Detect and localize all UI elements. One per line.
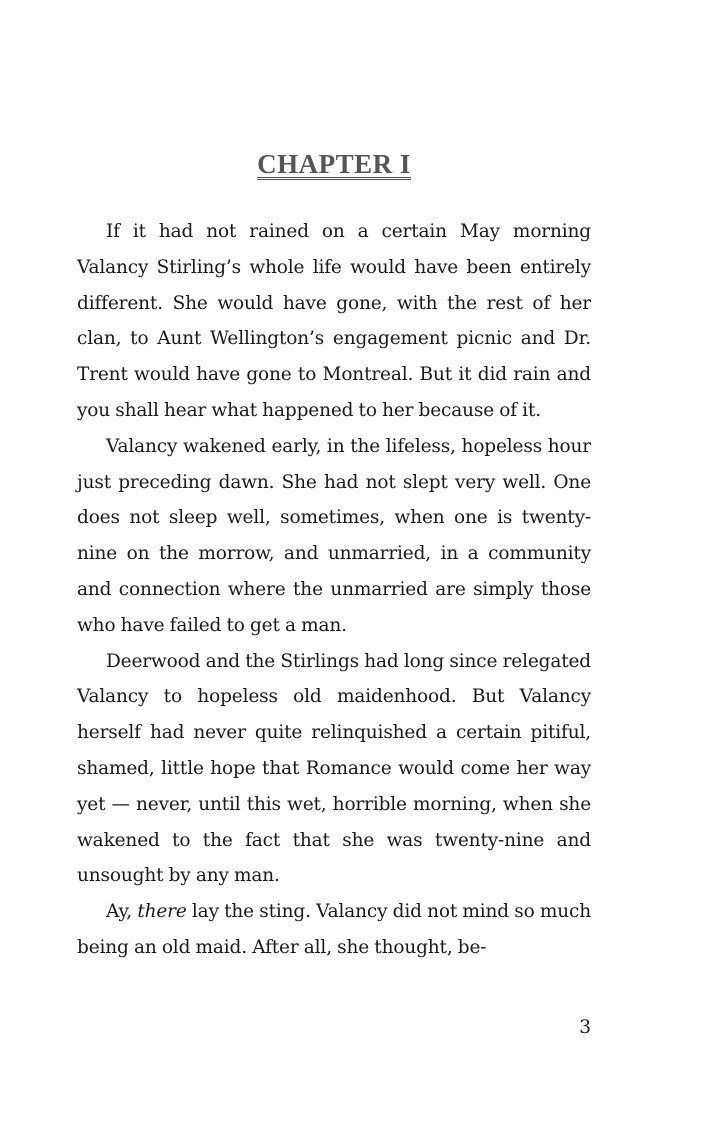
chapter-title-text: CHAPTER I [257,149,411,179]
paragraph-1: If it had not rained on a certain May morning Valancy Stirling’s whole life would have been entirely different. She would have gone, with the rest of her clan, to Aunt Wellington’s engagement picnic and Dr. Trent would have gone to Montreal. But it did rain and you shall hear what happened to her because of it. [77,221,591,421]
book-page [77,0,591,1123]
emphasized-word: there [137,901,187,923]
chapter-body [77,214,591,966]
paragraph-2: Valancy wakened early, in the lifeless, hopeless hour just preceding dawn. She had not slept very well. One does not sleep well, sometimes, when one is twenty-nine on the morrow, and unmarried, in a community and connection where the unmarried are simply those who have failed to get a man. [77,435,591,636]
page-number: 3 [579,1017,591,1038]
paragraph-4-rest: lay the sting. Valancy did not mind so much being an old maid. After all, she thought, be- [77,901,591,958]
chapter-heading [77,146,591,182]
paragraph-3: Deerwood and the Stirlings had long since relegated Valancy to hopeless old maidenhood. But Valancy herself had never quite relinquished a certain pitiful, shamed, little hope that Romance would come her way yet — never, until this wet, horrible morning, when she wakened to the fact that she was twenty-nine and unsought by any man. [77,650,591,887]
paragraph-4 [77,894,591,966]
paragraph-4-lead: Ay, [106,901,138,923]
